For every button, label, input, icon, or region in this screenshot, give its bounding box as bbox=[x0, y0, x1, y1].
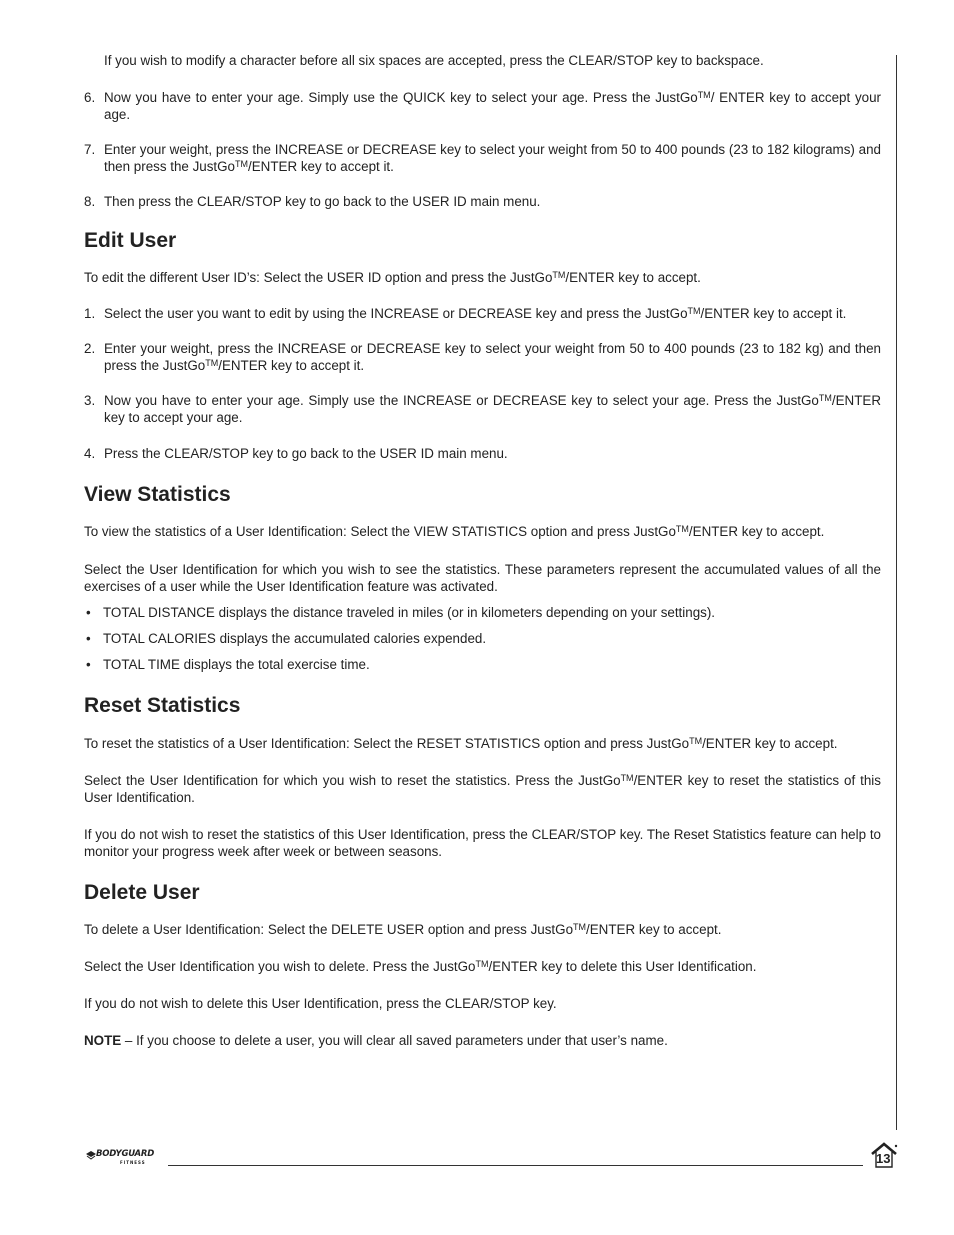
logo-mark-icon bbox=[86, 1151, 96, 1161]
list-item: 8. Then press the CLEAR/STOP key to go back to the USER ID main menu. bbox=[84, 194, 541, 209]
section-heading-view-statistics: View Statistics bbox=[84, 483, 231, 506]
step-number: 6. bbox=[84, 90, 96, 105]
list-item: 4. Press the CLEAR/STOP key to go back to the USER ID main menu. bbox=[84, 446, 508, 461]
delete-user-paragraph-1: Select the User Identification you wish to delete. Press the JustGo™/ENTER key to delete this User Identification. bbox=[84, 959, 757, 974]
reset-statistics-paragraph-1: Select the User Identification for which you wish to reset the statistics. Press the JustGo™/ENTER key to reset the statistics of this User Identification. bbox=[84, 773, 881, 805]
edit-user-intro: To edit the different User ID’s: Select the USER ID option and press the JustGo™/ENTER key to accept. bbox=[84, 270, 701, 285]
list-item: 6. Now you have to enter your age. Simply use the QUICK key to select your age. Press the JustGo™/ ENTER key to accept your age. bbox=[84, 90, 881, 122]
reset-statistics-paragraph-2: If you do not wish to reset the statistics of this User Identification, press the CLEAR/STOP key. The Reset Statistics feature can help to monitor your progress week after week or between seasons. bbox=[84, 827, 881, 859]
step-number: 8. bbox=[84, 194, 96, 209]
delete-user-intro: To delete a User Identification: Select the DELETE USER option and press JustGo™/ENTER key to accept. bbox=[84, 922, 722, 937]
bullet-icon: • bbox=[86, 657, 91, 672]
note-label: NOTE bbox=[84, 1033, 122, 1048]
page-content bbox=[84, 52, 881, 1049]
delete-user-paragraph-2: If you do not wish to delete this User Identification, press the CLEAR/STOP key. bbox=[84, 996, 557, 1011]
section-heading-edit-user: Edit User bbox=[84, 229, 177, 252]
view-statistics-intro: To view the statistics of a User Identification: Select the VIEW STATISTICS option and press JustGo™/ENTER key to accept. bbox=[84, 524, 825, 539]
list-item: 2. Enter your weight, press the INCREASE or DECREASE key to select your weight from 50 to 400 pounds (23 to 182 kg) and then press the JustGo™/ENTER key to accept it. bbox=[84, 341, 881, 373]
list-item: • TOTAL DISTANCE displays the distance traveled in miles (or in kilometers depending on your settings). bbox=[86, 605, 716, 620]
footer-rule bbox=[168, 1165, 863, 1166]
note-paragraph: NOTE – If you choose to delete a user, you will clear all saved parameters under that user’s name. bbox=[84, 1033, 668, 1048]
section-heading-delete-user: Delete User bbox=[84, 881, 200, 904]
reset-statistics-intro: To reset the statistics of a User Identification: Select the RESET STATISTICS option and press JustGo™/ENTER key to accept. bbox=[84, 736, 838, 751]
page-number: 13 bbox=[876, 1151, 891, 1166]
list-item: 1. Select the user you want to edit by using the INCREASE or DECREASE key and press the JustGo™/ENTER key to accept it. bbox=[84, 306, 847, 321]
right-margin-rule bbox=[896, 55, 897, 1130]
list-item: • TOTAL CALORIES displays the accumulated calories expended. bbox=[86, 631, 487, 646]
steps-top-list bbox=[84, 89, 881, 210]
step-number: 7. bbox=[84, 142, 96, 157]
bodyguard-logo: BODYGUARD FITNESS bbox=[86, 1148, 158, 1168]
view-statistics-paragraph: Select the User Identification for which you wish to see the statistics. These parameters represent the accumulated values of all the exercises of a user while the User Identification feature was activated. bbox=[84, 562, 881, 594]
intro-paragraph: If you wish to modify a character before all six spaces are accepted, press the CLEAR/STOP key to backspace. bbox=[104, 53, 764, 68]
edit-user-steps bbox=[84, 305, 881, 462]
list-item: • TOTAL TIME displays the total exercise time. bbox=[86, 657, 370, 672]
bullet-icon: • bbox=[86, 605, 91, 620]
statistics-bullet-list bbox=[84, 604, 881, 673]
list-item: 7. Enter your weight, press the INCREASE or DECREASE key to select your weight from 50 to 400 pounds (23 to 182 kilograms) and then press the JustGo™/ENTER key to accept it. bbox=[84, 142, 881, 174]
list-item: 3. Now you have to enter your age. Simply use the INCREASE or DECREASE key to select your age. Press the JustGo™/ENTER key to accept your age. bbox=[84, 393, 881, 425]
bullet-icon: • bbox=[86, 631, 91, 646]
section-heading-reset-statistics: Reset Statistics bbox=[84, 694, 241, 717]
